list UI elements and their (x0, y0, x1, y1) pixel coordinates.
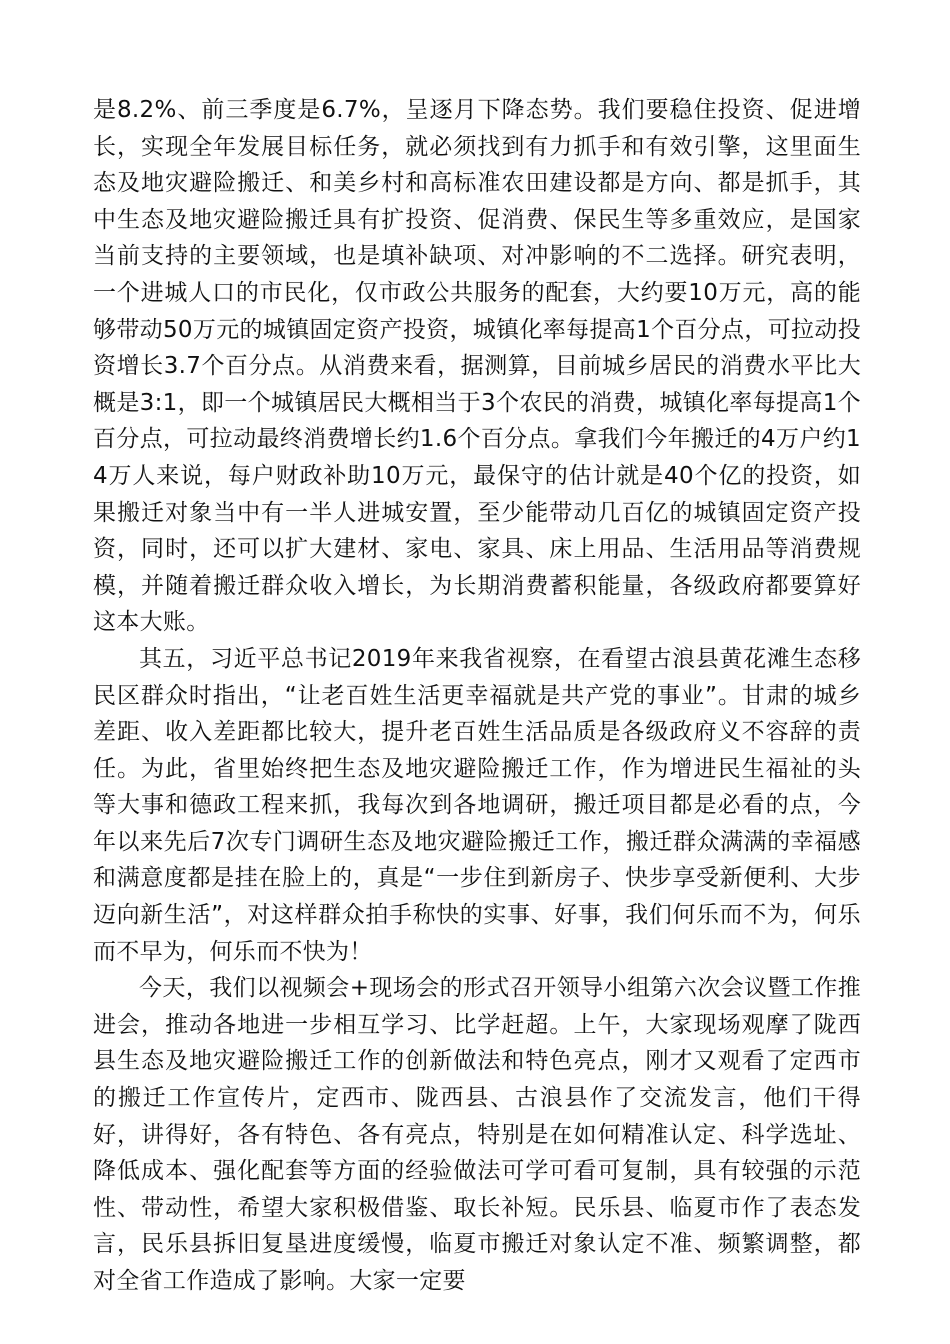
paragraph-continued: 是8.2%、前三季度是6.7%，呈逐月下降态势。我们要稳住投资、促进增长，实现全年发展目标任务，就必须找到有力抓手和有效引擎，这里面生态及地灾避险搬迁、和美乡村和高标准农田建设都是方向、都是抓手，其中生态及地灾避险搬迁具有扩投资、促消费、保民生等多重效应，是国家当前支持的主要领域，也是填补缺项、对冲影响的不二选择。研究表明，一个进城人口的市民化，仅市政公共服务的配套，大约要10万元，高的能够带动50万元的城镇固定资产投资，城镇化率每提高1个百分点，可拉动投资增长3.7个百分点。从消费来看，据测算，目前城乡居民的消费水平比大概是3:1，即一个城镇居民大概相当于3个农民的消费，城镇化率每提高1个百分点，可拉动最终消费增长约1.6个百分点。拿我们今年搬迁的4万户约14万人来说，每户财政补助10万元，最保守的估计就是40个亿的投资，如果搬迁对象当中有一半人进城安置，至少能带动几百亿的城镇固定资产投资，同时，还可以扩大建材、家电、家具、床上用品、生活用品等消费规模，并随着搬迁群众收入增长，为长期消费蓄积能量，各级政府都要算好这本大账。 (93, 97, 861, 636)
paragraph-point-five: 其五，习近平总书记2019年来我省视察，在看望古浪县黄花滩生态移民区群众时指出，“让老百姓生活更幸福就是共产党的事业”。甘肃的城乡差距、收入差距都比较大，提升老百姓生活品质是各级政府义不容辞的责任。为此，省里始终把生态及地灾避险搬迁工作，作为增进民生福祉的头等大事和德政工程来抓，我每次到各地调研，搬迁项目都是必看的点，今年以来先后7次专门调研生态及地灾避险搬迁工作，搬迁群众满满的幸福感和满意度都是挂在脸上的，真是“一步住到新房子、快步享受新便利、大步迈向新生活”，对这样群众拍手称快的实事、好事，我们何乐而不为，何乐而不早为，何乐而不快为！ (93, 645, 861, 965)
paragraph-meeting-summary: 今天，我们以视频会+现场会的形式召开领导小组第六次会议暨工作推进会，推动各地进一步相互学习、比学赶超。上午，大家现场观摩了陇西县生态及地灾避险搬迁工作的创新做法和特色亮点，刚才又观看了定西市的搬迁工作宣传片，定西市、陇西县、古浪县作了交流发言，他们干得好，讲得好，各有特色、各有亮点，特别是在如何精准认定、科学选址、降低成本、强化配套等方面的经验做法可学可看可复制，具有较强的示范性、带动性，希望大家积极借鉴、取长补短。民乐县、临夏市作了表态发言，民乐县拆旧复垦进度缓慢，临夏市搬迁对象认定不准、频繁调整，都对全省工作造成了影响。大家一定要 (93, 975, 861, 1294)
document-page (93, 92, 861, 1300)
